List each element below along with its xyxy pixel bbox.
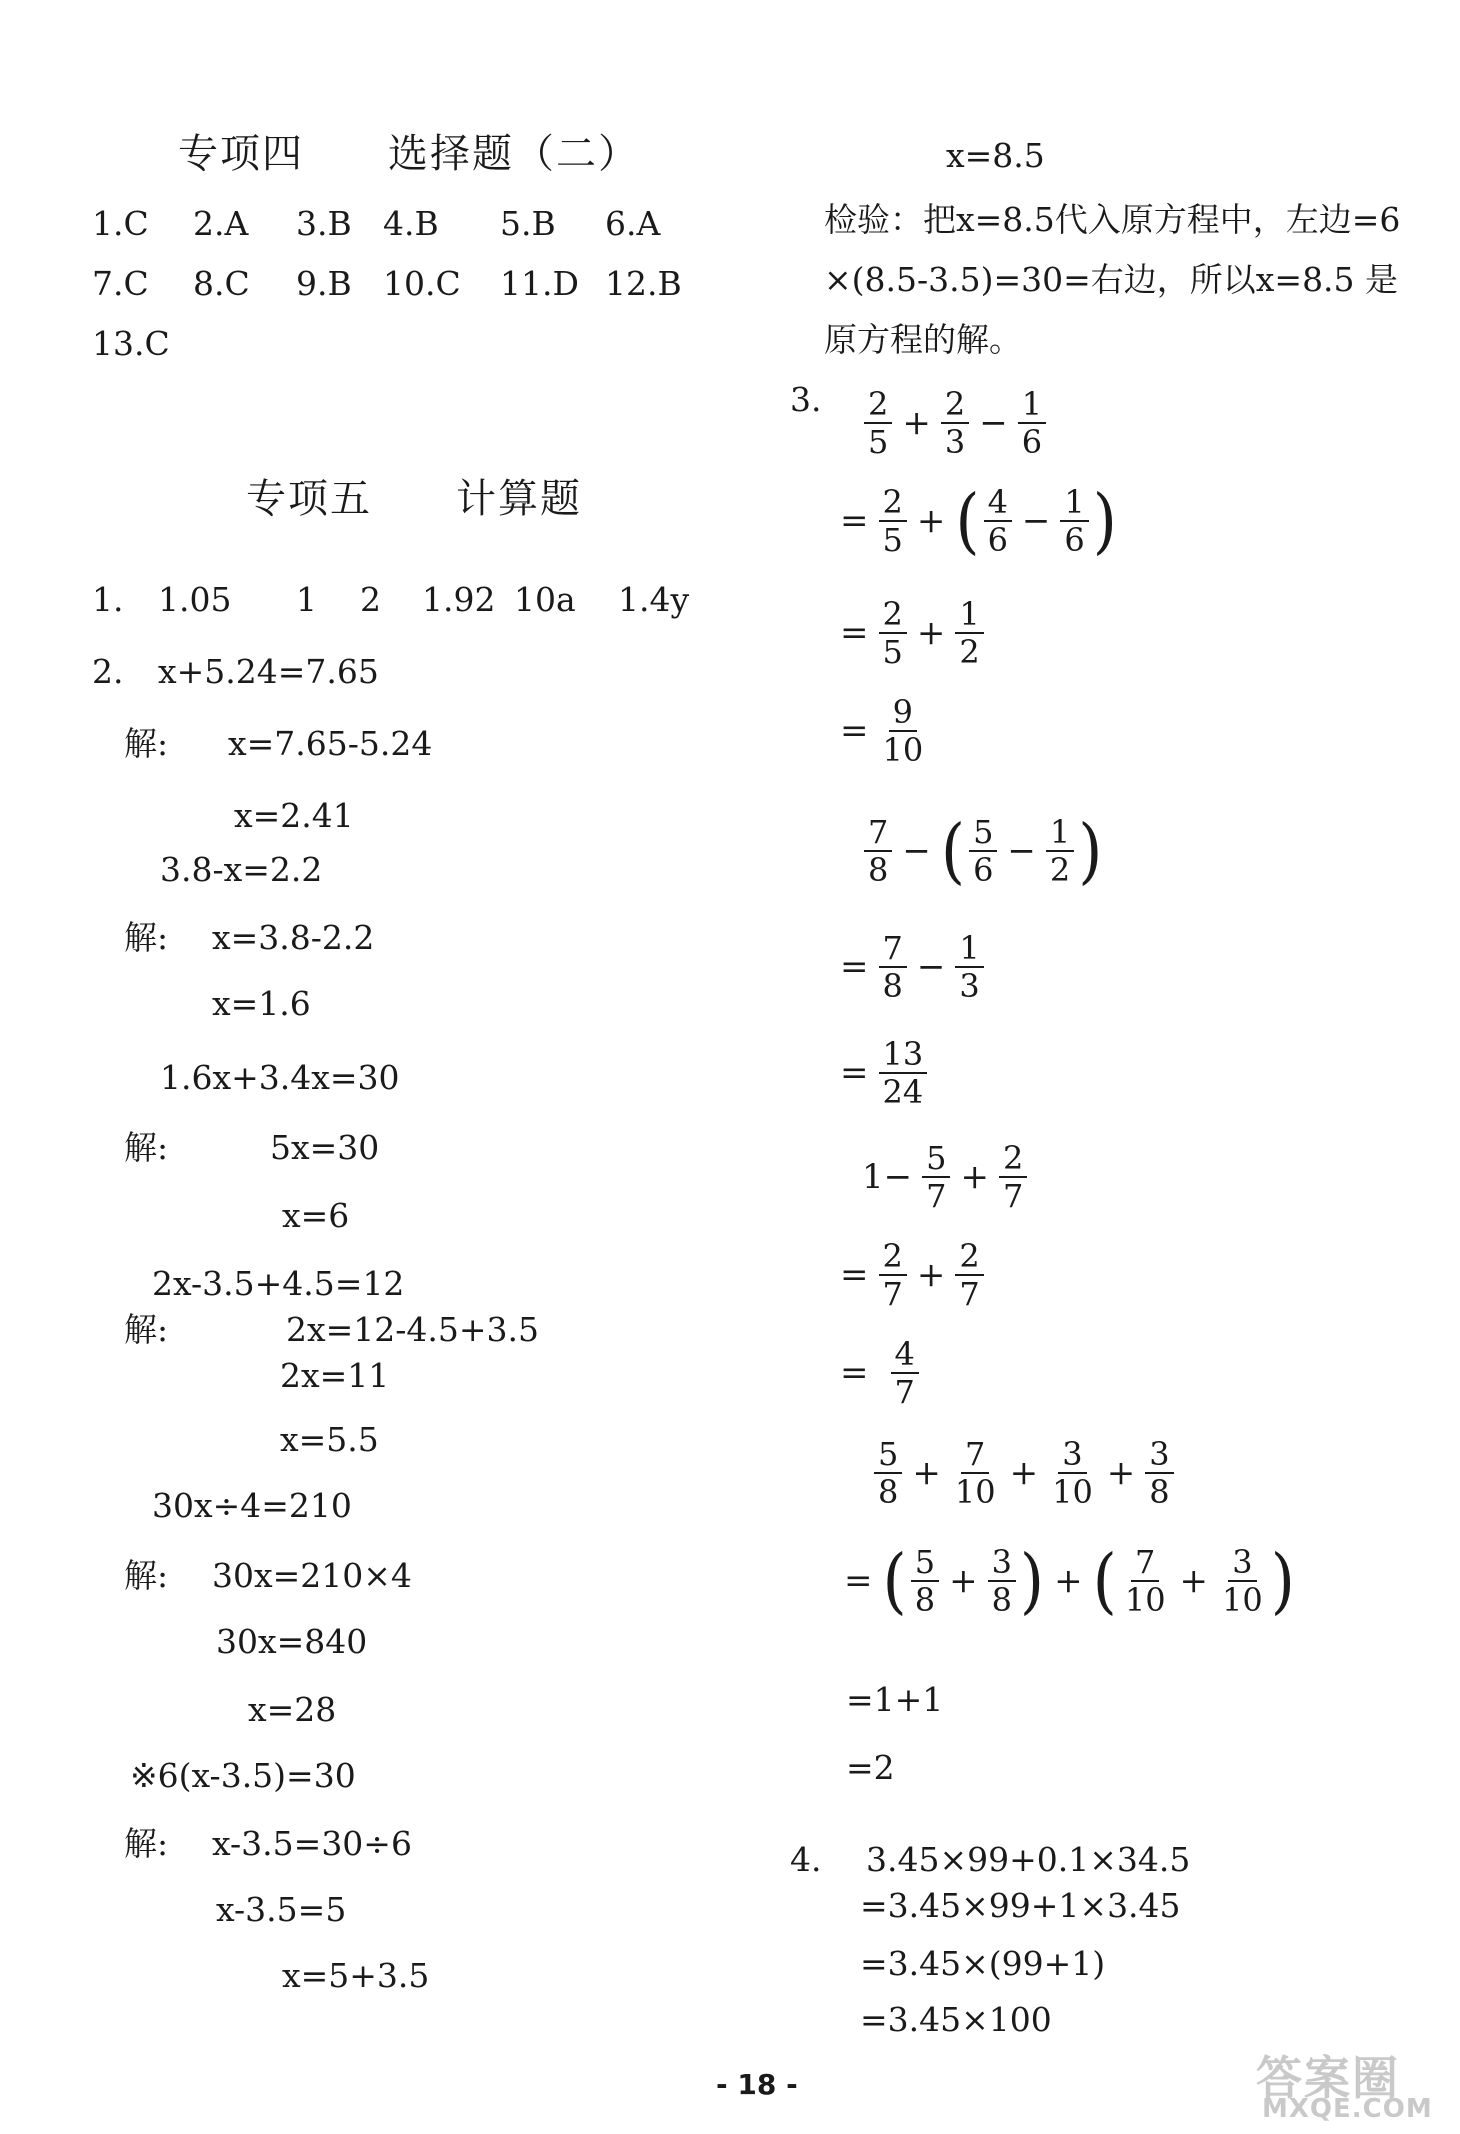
- equation-line: ※6(x-3.5)=30: [130, 1756, 356, 1795]
- answer-item: 1.05: [158, 580, 232, 619]
- equation-line: x=5.5: [280, 1420, 379, 1459]
- solution-label: 解:: [124, 1824, 169, 1863]
- question-number: 1.: [92, 580, 124, 619]
- solution-label: 解:: [124, 918, 169, 957]
- equation-line: =2: [846, 1748, 895, 1787]
- check-text: ×(8.5-3.5)=30=右边，所以x=8.5 是: [824, 260, 1399, 299]
- check-text: 检验：把x=8.5代入原方程中，左边=6: [824, 200, 1401, 239]
- fraction: $\frac{1}{3}$: [955, 930, 983, 1004]
- equation-line: =3.45×(99+1): [860, 1944, 1106, 1983]
- fraction: $\frac{2}{7}$: [955, 1238, 983, 1312]
- solution-label: 解:: [124, 724, 169, 763]
- equation-line: 30x÷4=210: [152, 1486, 352, 1525]
- page-number: - 18 -: [716, 2068, 798, 2101]
- answer-item: 10a: [514, 580, 576, 619]
- solution-label: 解:: [124, 1556, 169, 1595]
- answer-item: 2: [360, 580, 381, 619]
- equation-line: x+5.24=7.65: [158, 652, 379, 691]
- fraction: $\frac{7}{8}$: [879, 930, 907, 1004]
- fraction-expression: $\frac{7}{8}$ − ( $\frac{5}{6}$ − $\frac{1}{2}$ ): [862, 814, 1104, 888]
- fraction: $\frac{2}{5}$: [879, 596, 907, 670]
- equation-line: x-3.5=5: [216, 1890, 347, 1929]
- equation-line: x=28: [248, 1690, 337, 1729]
- equation-line: x=7.65-5.24: [228, 724, 433, 763]
- answer-item: 1.4y: [618, 580, 690, 619]
- fraction: $\frac{3}{8}$: [988, 1544, 1016, 1618]
- section5-title: 专项五 计算题: [246, 476, 582, 522]
- fraction: $\frac{7}{10}$: [954, 1435, 996, 1511]
- equation-line: x=5+3.5: [282, 1956, 430, 1995]
- equation-line: 2x=12-4.5+3.5: [286, 1310, 540, 1349]
- solution-label: 解:: [124, 1310, 169, 1349]
- section4-title: 专项四 选择题（二）: [178, 131, 640, 177]
- equation-line: =3.45×99+1×3.45: [860, 1886, 1181, 1925]
- fraction: $\frac{2}{5}$: [879, 484, 907, 558]
- equation-line: =3.45×100: [860, 2000, 1052, 2039]
- equation-line: x=2.41: [234, 796, 354, 835]
- equation-line: =1+1: [846, 1680, 944, 1719]
- equation-line: x=6: [282, 1196, 350, 1235]
- equation-line: x=3.8-2.2: [212, 918, 375, 957]
- fraction-expression: $\frac{5}{8}$ + $\frac{7}{10}$ + $\frac{3}{10}$ + $\frac{3}{8}$: [872, 1436, 1176, 1510]
- answer-item: 3.B: [296, 204, 352, 243]
- answer-item: 8.C: [193, 264, 250, 303]
- fraction: $\frac{2}{5}$: [864, 386, 892, 460]
- fraction-expression: 1− $\frac{5}{7}$ + $\frac{2}{7}$: [862, 1140, 1029, 1214]
- equation-line: 2x=11: [280, 1356, 390, 1395]
- check-text: 原方程的解。: [824, 320, 1022, 359]
- fraction-expression: = $\frac{2}{5}$ + ( $\frac{4}{6}$ − $\frac{1}{6}$ ): [840, 478, 1117, 563]
- equation-line: 30x=840: [216, 1622, 368, 1661]
- solution-label: 解:: [124, 1128, 169, 1167]
- answer-item: 4.B: [383, 204, 439, 243]
- answer-item: 12.B: [605, 264, 682, 303]
- answer-item: 10.C: [383, 264, 461, 303]
- watermark-url: MXQE.COM: [1262, 2094, 1433, 2124]
- fraction-expression: = $\frac{7}{8}$ − $\frac{1}{3}$: [832, 930, 986, 1004]
- fraction: $\frac{5}{8}$: [874, 1436, 902, 1510]
- fraction-expression: = $\frac{9}{10}$: [832, 694, 929, 768]
- fraction: $\frac{5}{7}$: [922, 1140, 950, 1214]
- fraction: $\frac{1}{6}$: [1060, 484, 1088, 558]
- question-number: 2.: [92, 652, 124, 691]
- fraction: $\frac{1}{6}$: [1018, 386, 1046, 460]
- fraction: $\frac{2}{7}$: [999, 1140, 1027, 1214]
- fraction: $\frac{7}{8}$: [864, 814, 892, 888]
- fraction: $\frac{4}{7}$: [891, 1336, 919, 1410]
- answer-item: 11.D: [500, 264, 579, 303]
- fraction: $\frac{3}{10}$: [1052, 1435, 1093, 1511]
- fraction: $\frac{2}{7}$: [879, 1238, 907, 1312]
- answer-item: 5.B: [500, 204, 556, 243]
- equation-line: 2x-3.5+4.5=12: [152, 1264, 405, 1303]
- equation-line: 30x=210×4: [212, 1556, 412, 1595]
- equation-line: 3.45×99+0.1×34.5: [866, 1840, 1191, 1879]
- answer-item: 9.B: [296, 264, 352, 303]
- fraction: $\frac{5}{8}$: [911, 1544, 939, 1618]
- fraction: $\frac{5}{6}$: [969, 814, 997, 888]
- fraction-expression: $\frac{2}{5}$ + $\frac{2}{3}$ − $\frac{1}{6}$: [862, 386, 1048, 460]
- fraction-expression: = $\frac{2}{7}$ + $\frac{2}{7}$: [832, 1238, 986, 1312]
- answer-item: 13.C: [92, 324, 170, 363]
- equation-line: 5x=30: [270, 1128, 380, 1167]
- answer-item: 1.92: [422, 580, 496, 619]
- fraction: $\frac{3}{8}$: [1145, 1436, 1173, 1510]
- fraction: $\frac{7}{10}$: [1124, 1543, 1166, 1619]
- fraction-expression: = $\frac{13}{24}$: [832, 1036, 929, 1110]
- fraction: $\frac{1}{2}$: [955, 596, 983, 670]
- fraction: $\frac{3}{10}$: [1222, 1543, 1263, 1619]
- answer-item: 2.A: [193, 204, 249, 243]
- fraction: $\frac{2}{3}$: [941, 386, 969, 460]
- question-number: 4.: [790, 1840, 822, 1879]
- answer-item: 1.C: [92, 204, 149, 243]
- equation-line: x-3.5=30÷6: [212, 1824, 412, 1863]
- fraction: $\frac{9}{10}$: [882, 693, 924, 769]
- question-number: 3.: [790, 380, 822, 419]
- equation-line: x=8.5: [946, 136, 1045, 175]
- answer-item: 1: [296, 580, 317, 619]
- fraction-expression: = $\frac{4}{7}$: [832, 1336, 921, 1410]
- watermark-logo: 答案圈: [1256, 2051, 1400, 2105]
- fraction: $\frac{13}{24}$: [879, 1036, 928, 1110]
- fraction: $\frac{4}{6}$: [984, 484, 1012, 558]
- fraction-expression: = ( $\frac{5}{8}$ + $\frac{3}{8}$ ) + ( $\frac{7}{10}$ + $\frac{3}{10}$ ): [844, 1538, 1295, 1623]
- equation-line: x=1.6: [212, 984, 311, 1023]
- answer-item: 6.A: [605, 204, 661, 243]
- fraction-expression: = $\frac{2}{5}$ + $\frac{1}{2}$: [832, 596, 986, 670]
- fraction: $\frac{1}{2}$: [1046, 814, 1074, 888]
- equation-line: 1.6x+3.4x=30: [160, 1058, 400, 1097]
- answer-item: 7.C: [92, 264, 149, 303]
- equation-line: 3.8-x=2.2: [160, 850, 323, 889]
